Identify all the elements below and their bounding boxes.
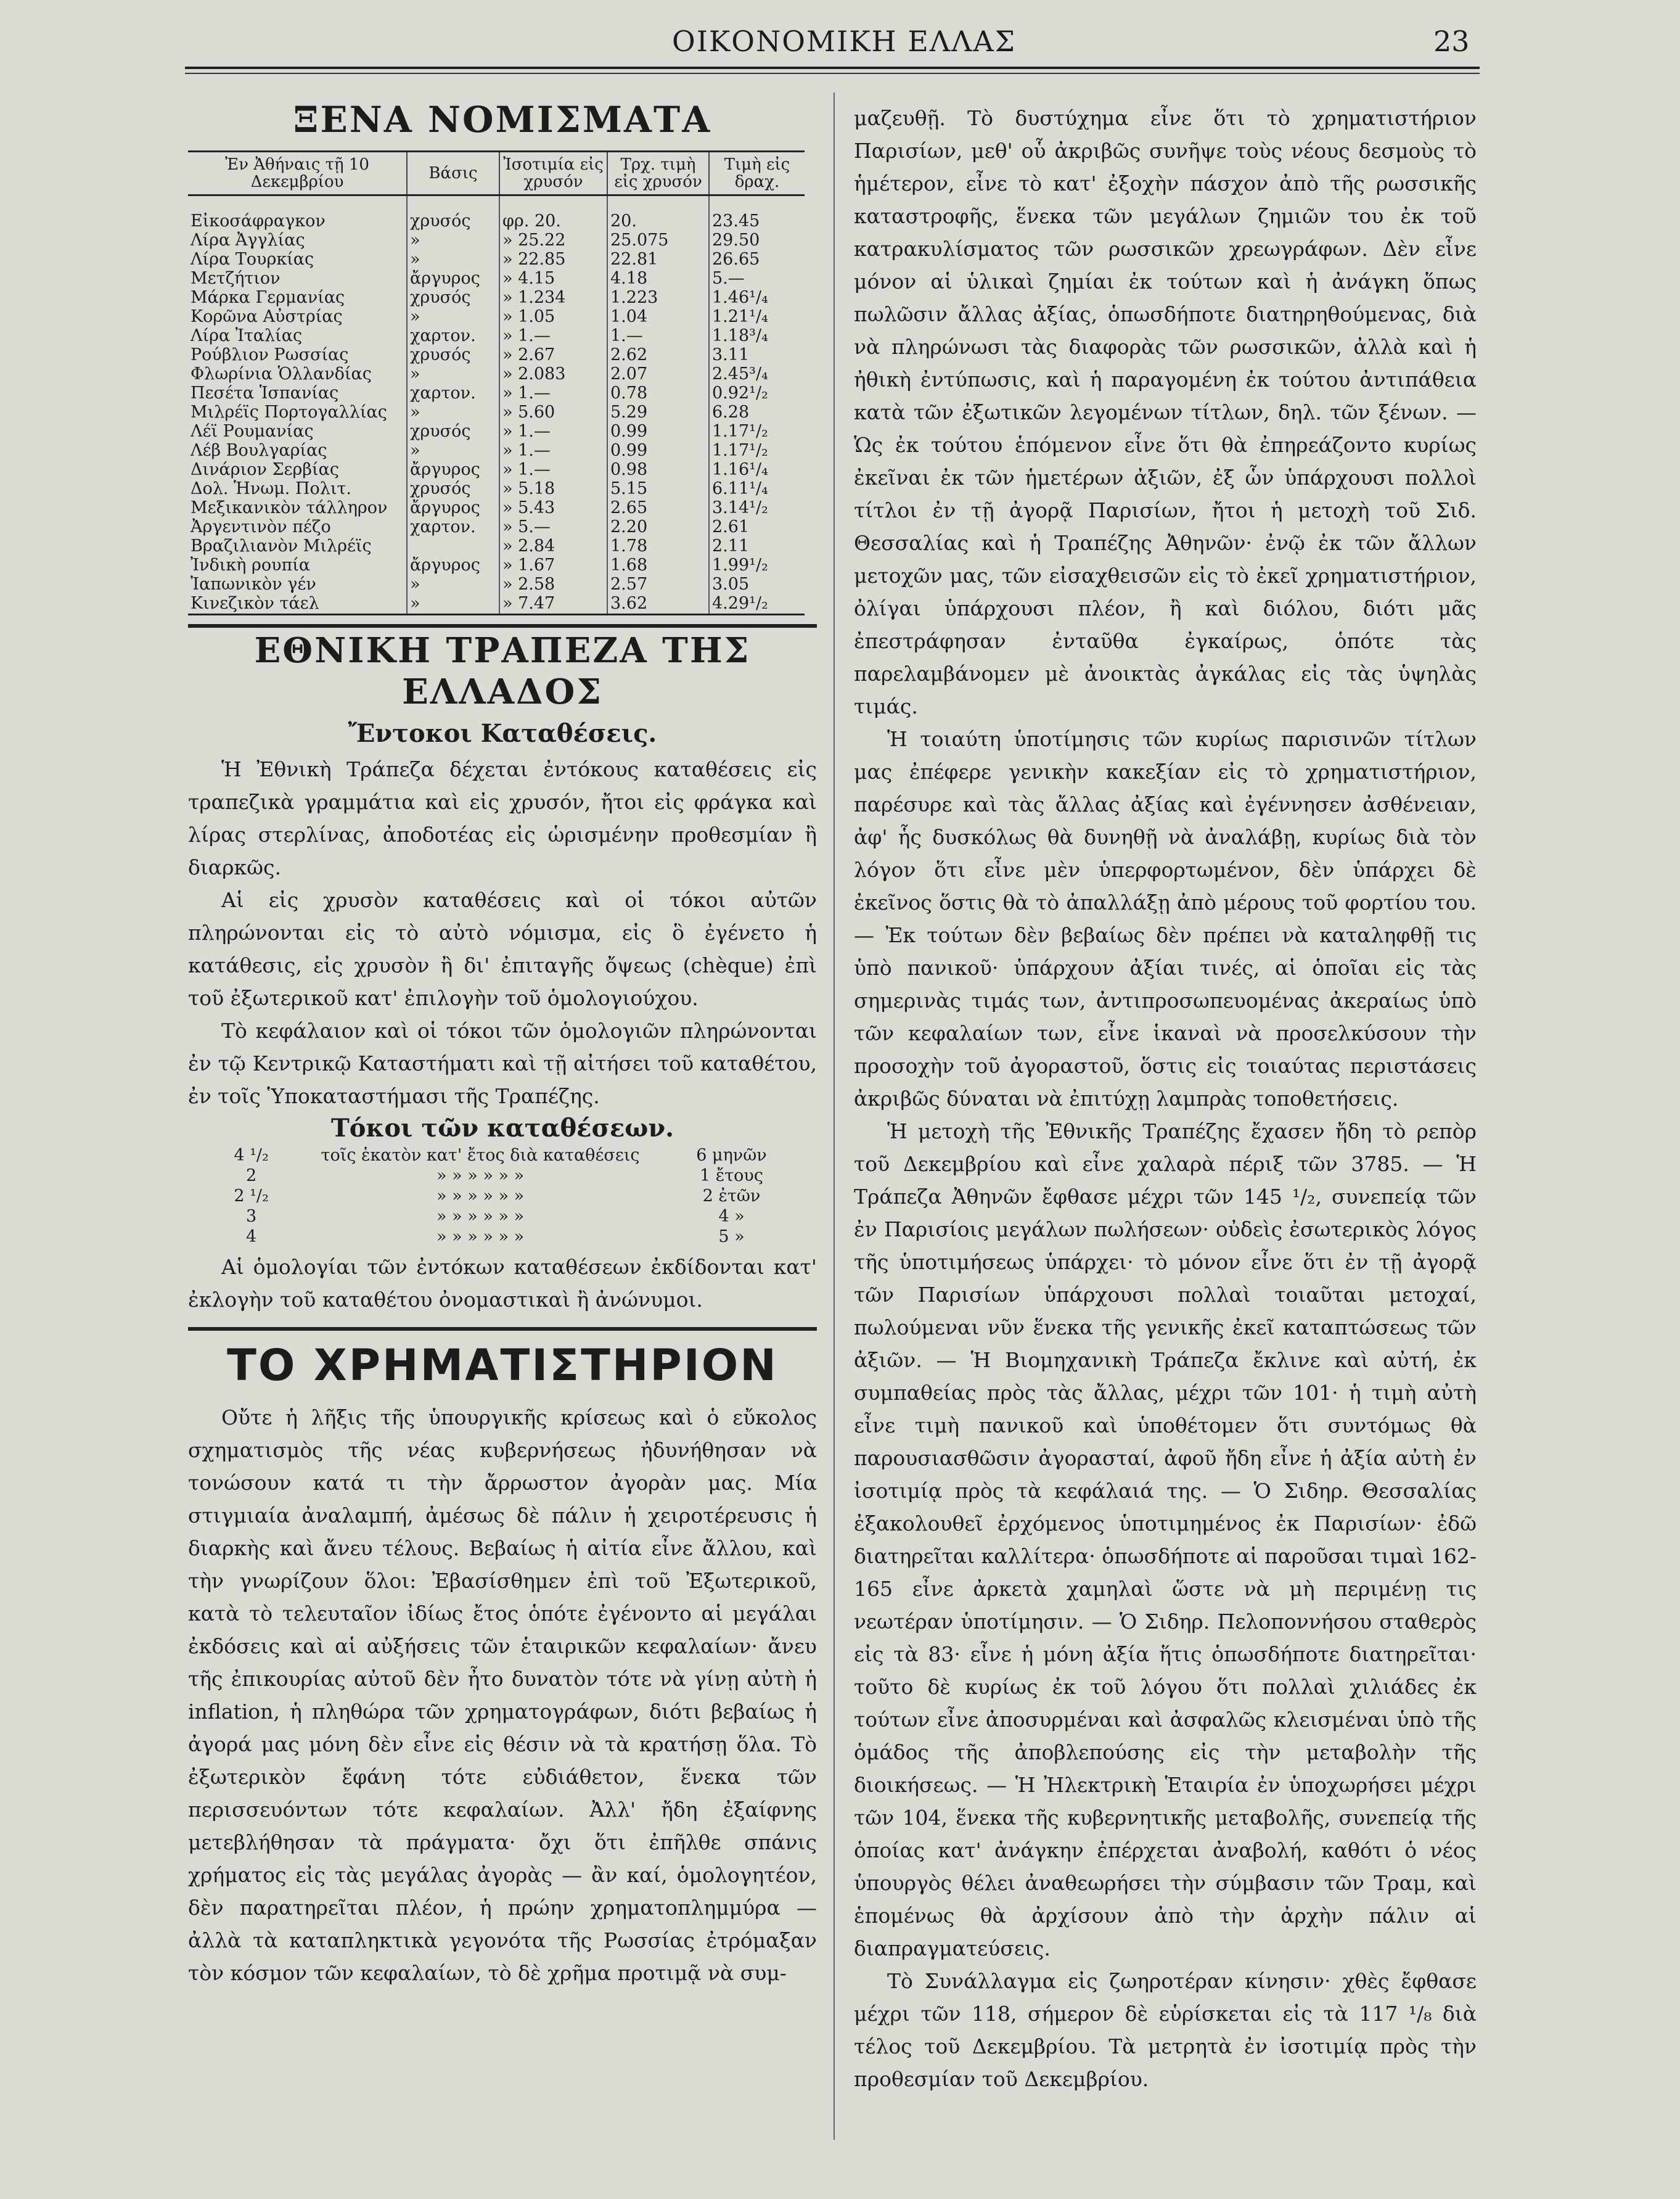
rate-period: 5 » [718, 1227, 745, 1246]
fx-gold-price: 1.68 [607, 556, 709, 575]
fx-drachma-price: 3.14¹/₂ [709, 499, 805, 518]
fx-body [188, 195, 805, 614]
fx-parity: » 1.— [499, 442, 607, 461]
fx-col-basis: Βάσις [407, 151, 499, 195]
fx-col-date: Ἐν Ἀθήναις τῇ 10 Δεκεμβρίου [225, 155, 369, 191]
fx-currency-name: Μετζήτιον [191, 269, 281, 289]
fx-drachma-price: 26.65 [709, 250, 805, 269]
rate-text: » » » » » » [436, 1186, 525, 1206]
fx-drachma-price: 2.45³/₄ [709, 365, 805, 384]
fx-gold-price: 25.075 [607, 231, 709, 250]
fx-currency-name: Λίρα Τουρκίας [191, 250, 314, 269]
fx-basis [407, 537, 499, 556]
fx-currency-name: Λίρα Ἀγγλίας [191, 231, 305, 250]
rates-table [225, 1145, 780, 1247]
fx-parity: » 1.05 [499, 308, 607, 327]
fx-currency-name: Πεσέτα Ἱσπανίας [191, 384, 339, 403]
exchange-paragraph: Οὔτε ἡ λῆξις τῆς ὑπουργικῆς κρίσεως καὶ ὁ εὔκολος σχηματισμὸς τῆς νέας κυβερνήσεως ἠδυνήθησαν νὰ τονώσουν κατά τι τὴν ἄρρωστον ἀγορὰν μας. Μία στιγμιαία ἀναλαμπή, ἀμέσως δὲ πάλιν ἡ χειροτέρευσις ἡ διαρκὴς καὶ ἄνευ τέλους. Βεβαίως ἡ αἰτία εἶνε ἄλλου, καὶ τὴν γνωρίζουν ὅλοι: Ἐβασίσθημεν ἐπὶ τοῦ Ἐξωτερικοῦ, κατὰ τὸ τελευταῖον ἰδίως ἔτος ὁπότε ἐγένοντο αἱ μεγάλαι ἐκδόσεις καὶ αἱ αὐξήσεις τῶν ἑταιρικῶν κεφαλαίων· ἄνευ τῆς ἐπικουρίας αὐτοῦ δὲν ἦτο δυνατὸν τότε νὰ γίνῃ αὐτὴ ἡ inflation, ἡ πληθώρα τῶν χρηματογράφων, διότι βεβαίως ἡ ἀγορά μας μόνη δὲν εἶνε εἰς θέσιν νὰ τὰ κρατήσῃ ὅλα. Τὸ ἐξωτερικὸν ἔφάνη τότε εὐδιάθετον, ἕνεκα τῶν περισσευόντων τότε κεφαλαίων. Ἀλλ' ἤδη ἐξαίφνης μετεβλήθησαν τὰ πράγματα· ὄχι ὅτι ἐπῆλθε σπάνις χρήματος εἰς τὰς μεγάλας ἀγορὰς — ἂν καί, ὁμολογητέον, δὲν παρατηρεῖται πλέον, ἡ πρώην χρηματοπλημμύρα — ἀλλὰ τὰ καταπληκτικὰ γεγονότα τῆς Ρωσσίας ἐτρόμαξαν τὸν κόσμον τῶν κεφαλαίων, τὸ δὲ χρῆμα προτιμᾷ νὰ συμ- [188, 1405, 817, 1986]
fx-drachma-price: 6.11¹/₄ [709, 480, 805, 499]
fx-basis: » [407, 575, 499, 594]
fx-drachma-price: 1.16¹/₄ [709, 461, 805, 480]
rate-period: 4 » [718, 1206, 745, 1226]
fx-drachma-price: 5.— [709, 269, 805, 289]
fx-row [188, 384, 805, 403]
fx-parity: » 2.67 [499, 346, 607, 365]
exchange-paragraph: Ἡ μετοχὴ τῆς Ἐθνικῆς Τραπέζης ἔχασεν ἤδη τὸ ρεπὸρ τοῦ Δεκεμβρίου καὶ εἶνε χαλαρὰ πέριξ τῶν 3785. — Ἡ Τράπεζα Ἀθηνῶν ἔφθασε μέχρι τῶν 145 ¹/₂, συνεπείᾳ τῶν ἐν Παρισίοις μεγάλων πωλήσεων· οὐδεὶς ἐσωτερικὸς λόγος τῆς ὑποτιμήσεως ὑπάρχει· τὸ μόνον εἶνε ὅτι ἐν τῇ ἀγορᾷ τῶν Παρισίων ὑπάρχουσι πολλαὶ τοιαῦται μετοχαί, πωλούμεναι νῦν ἕνεκα τῆς γενικῆς ἐκεῖ καταπτώσεως τῶν ἀξιῶν. — Ἡ Βιομηχανικὴ Τράπεζα ἔκλινε καὶ αὐτή, ἐκ συμπαθείας πρὸς τὰς ἄλλας, μέχρι τῶν 101· ἡ τιμὴ αὐτὴ εἶνε τιμὴ πανικοῦ καὶ ὑποθέτομεν ὅτι συντόμως θὰ παρουσιασθῶσιν ἀγορασταί, ἀφοῦ ἤδη εἶνε ἡ ἀξία αὐτὴ ἐν ἰσοτιμίᾳ πρὸς τὰ κεφάλαιά της. — Ὁ Σιδηρ. Θεσσαλίας ἐξακολουθεῖ ἐρχόμενος ὑποτιμημένος ἐκ Παρισίων· ἐδῶ διατηρεῖται καλλίτερα· ὁπωσδήποτε αἱ παροῦσαι τιμαὶ 162-165 εἶνε ἀρκετὰ χαμηλαὶ ὥστε νὰ μὴ περιμένῃ τις νεωτέραν ὑποτίμησιν. — Ὁ Σιδηρ. Πελοποννήσου σταθερὸς εἰς τὰ 83· εἶνε ἡ μόνη ἀξία ἥτις ὁπωσδήποτε διατηρεῖται· τοῦτο δὲ κυρίως ἐκ τοῦ λόγου ὅτι πολλαὶ χιλιάδες ἐκ τούτων εἶνε ἀποσυρμέναι καὶ ἀσφαλῶς κλεισμέναι ὑπὸ τῆς ὁμάδος τῆς ἀποβλεπούσης εἰς τὴν μεταβολὴν τῆς διοικήσεως. — Ἡ Ἠλεκτρικὴ Ἑταιρία ἐν ὑποχωρήσει μέχρι τῶν 104, ἕνεκα τῆς κυβερνητικῆς μεταβολῆς, συνεπείᾳ τῆς ὁποίας κατ' ἀνάγκην ἐπέρχεται ἀναβολή, καθότι ὁ νέος ὑπουργὸς θέλει ἀναθεωρήσει τὴν σύμβασιν τῶν Τραμ, καὶ ἑπομένως θὰ ἀρχίσουν ἀπὸ τὴν ἀρχὴν πάλιν αἱ διαπραγματεύσεις. [854, 1119, 1477, 1960]
exchange-paragraph: Ἡ τοιαύτη ὑποτίμησις τῶν κυρίως παρισινῶν τίτλων μας ἐπέφερε γενικὴν κακεξίαν εἰς τὸ χρηματιστήριον, παρέσυρε καὶ τὰς ἄλλας ἀξίας καὶ ἐγέννησεν ἀσθένειαν, ἀφ' ἧς δυσκόλως θὰ δυνηθῇ νὰ ἀναλάβῃ, κυρίως διὰ τὸν λόγον ὅτι εἶνε μὲν ὑπερφορτωμένον, δὲν ὑπάρχει δὲ ἐκεῖνος ὅστις θὰ τὸ ἀπαλλάξῃ ἀπὸ μέρους τοῦ φορτίου του. — Ἐκ τούτων δὲν βεβαίως δὲν πρέπει νὰ καταληφθῇ τις ὑπὸ πανικοῦ· ὑπάρχουν ἀξίαι τινές, αἱ ὁποῖαι εἰς τὰς σημερινὰς τιμάς των, ἀντιπροσωπευομένας ἀκεραίως ὑπὸ τῶν κεφαλαίων των, εἶνε ἱκαναὶ νὰ προσελκύσουν τὴν προσοχὴν τοῦ ἀγοραστοῦ, ὅστις εἰς τοιαύτας περιστάσεις ἀκριβῶς δύναται νὰ ἐπιτύχῃ λαμπρὰς τοποθετήσεις. [854, 727, 1477, 1111]
bank-heading: ΕΘΝΙΚΗ ΤΡΑΠΕΖΑ ΤΗΣ ΕΛΛΑΔΟΣ [254, 630, 751, 712]
running-title: ΟΙΚΟΝΟΜΙΚΗ ΕΛΛΑΣ [672, 25, 1017, 58]
rates-heading: Τόκοι τῶν καταθέσεων. [330, 1113, 674, 1143]
fx-parity: » 2.58 [499, 575, 607, 594]
fx-row [188, 250, 805, 269]
fx-parity: » 5.18 [499, 480, 607, 499]
fx-row [188, 480, 805, 499]
fx-basis: χρυσός [407, 195, 499, 231]
fx-drachma-price: 23.45 [709, 195, 805, 231]
fx-currency-name: Λέβ Βουλγαρίας [191, 441, 327, 461]
fx-heading: ΞΕΝΑ ΝΟΜΙΣΜΑΤΑ [293, 99, 712, 141]
fx-gold-price: 0.78 [607, 384, 709, 403]
fx-drachma-price: 1.17¹/₂ [709, 442, 805, 461]
fx-currency-name: Μεξικανικὸν τάλληρον [191, 498, 388, 518]
rate-value: 4 [246, 1227, 257, 1246]
fx-currency-name: Κορῶνα Αὐστρίας [191, 307, 343, 327]
fx-basis: χαρτον. [407, 384, 499, 403]
fx-basis: χαρτον. [407, 327, 499, 346]
fx-parity: » 1.234 [499, 289, 607, 308]
fx-gold-price: 22.81 [607, 250, 709, 269]
exchange-paragraph: Τὸ Συνάλλαγμα εἰς ζωηροτέραν κίνησιν· χθὲς ἔφθασε μέχρι τῶν 118, σήμερον δὲ εὑρίσκεται εἰς τὰ 117 ¹/₈ διὰ τέλος τοῦ Δεκεμβρίου. Τὰ μετρητὰ ἐν ἰσοτιμίᾳ πρὸς τὴν προθεσμίαν τοῦ Δεκεμβρίου. [854, 1969, 1477, 2091]
rate-value: 3 [246, 1206, 257, 1226]
fx-currency-name: Ἰνδικὴ ρουπία [191, 556, 311, 575]
rate-row [225, 1145, 780, 1165]
fx-drachma-price: 2.61 [709, 518, 805, 537]
fx-parity: » 2.083 [499, 365, 607, 384]
fx-drachma-price: 2.11 [709, 537, 805, 556]
fx-basis: χαρτον. [407, 518, 499, 537]
fx-row [188, 269, 805, 289]
fx-parity: φρ. 20. [499, 195, 607, 231]
header-rule [185, 67, 1480, 69]
fx-gold-price: 4.18 [607, 269, 709, 289]
right-column [854, 102, 1477, 2095]
fx-row [188, 422, 805, 442]
fx-row [188, 499, 805, 518]
fx-basis: χρυσός [407, 480, 499, 499]
fx-basis: χρυσός [407, 346, 499, 365]
fx-drachma-price: 1.46¹/₄ [709, 289, 805, 308]
fx-row [188, 575, 805, 594]
fx-basis: » [407, 594, 499, 615]
fx-basis: » [407, 442, 499, 461]
fx-currency-name: Εἰκοσάφραγκον [191, 212, 326, 231]
fx-header-row [188, 151, 805, 195]
rate-period: 1 ἔτους [699, 1165, 763, 1185]
fx-parity: » 22.85 [499, 250, 607, 269]
fx-basis: ἄργυρος [407, 461, 499, 480]
fx-basis: χρυσός [407, 422, 499, 442]
fx-basis: » [407, 308, 499, 327]
fx-currency-name: Λέϊ Ρουμανίας [191, 422, 314, 442]
fx-gold-price: 2.62 [607, 346, 709, 365]
fx-row [188, 537, 805, 556]
rate-row [225, 1227, 780, 1247]
fx-currency-name: Ρούβλιον Ρωσσίας [191, 345, 349, 365]
fx-col-gold-price: Τρχ. τιμὴ εἰς χρυσόν [607, 151, 709, 195]
fx-row [188, 594, 805, 615]
fx-drachma-price: 1.18³/₄ [709, 327, 805, 346]
fx-currency-name: Λίρα Ἰταλίας [191, 326, 303, 346]
page-number: 23 [1433, 25, 1470, 58]
header-rule-thin [185, 73, 1480, 74]
rate-text: » » » » » » [436, 1165, 525, 1185]
fx-gold-price: 2.07 [607, 365, 709, 384]
bank-closing: Αἱ ὁμολογίαι τῶν ἐντόκων καταθέσεων ἐκδίδονται κατ' ἐκλογὴν τοῦ καταθέτου ὀνομαστικαὶ ἢ ἀνώνυμοι. [188, 1254, 817, 1312]
fx-basis: » [407, 231, 499, 250]
fx-gold-price: 3.62 [607, 594, 709, 615]
fx-gold-price: 1.04 [607, 308, 709, 327]
fx-row [188, 556, 805, 575]
fx-basis: ἄργυρος [407, 499, 499, 518]
fx-drachma-price: 3.11 [709, 346, 805, 365]
fx-row [188, 403, 805, 422]
fx-drachma-price: 1.17¹/₂ [709, 422, 805, 442]
fx-parity: » 1.67 [499, 556, 607, 575]
fx-currency-name: Φλωρίνια Ὁλλανδίας [191, 364, 372, 384]
fx-gold-price: 0.99 [607, 442, 709, 461]
fx-parity: » 1.— [499, 422, 607, 442]
fx-currency-name: Δολ. Ἡνωμ. Πολιτ. [191, 479, 351, 499]
fx-parity: » 5.43 [499, 499, 607, 518]
fx-parity: » 1.— [499, 327, 607, 346]
rate-row [225, 1186, 780, 1206]
left-column [188, 86, 817, 1989]
fx-basis: » [407, 250, 499, 269]
bank-paragraph: Τὸ κεφάλαιον καὶ οἱ τόκοι τῶν ὁμολογιῶν πληρώνονται ἐν τῷ Κεντρικῷ Καταστήματι καὶ τῇ αἰτήσει τοῦ καταθέτου, ἐν τοῖς Ὑποκαταστήμασι τῆς Τραπέζης. [188, 1018, 817, 1108]
fx-currency-name: Ἀργεντινὸν πέζο [191, 517, 331, 537]
fx-drachma-price: 1.99¹/₂ [709, 556, 805, 575]
fx-gold-price: 1.223 [607, 289, 709, 308]
rate-text: » » » » » » [436, 1227, 525, 1246]
fx-gold-price: 5.15 [607, 480, 709, 499]
fx-row [188, 231, 805, 250]
column-divider [834, 92, 835, 2140]
rate-row [225, 1206, 780, 1227]
bank-paragraph: Αἱ εἰς χρυσὸν καταθέσεις καὶ οἱ τόκοι αὐτῶν πληρώνονται εἰς τὸ αὐτὸ νόμισμα, εἰς ὃ ἐγένετο ἡ κατάθεσις, εἰς χρυσὸν ἢ δι' ἐπιταγῆς ὄψεως (chèque) ἐπὶ τοῦ ἐξωτερικοῦ κατ' ἐπιλογὴν τοῦ ὁμολογιούχου. [188, 887, 817, 1010]
fx-parity: » 4.15 [499, 269, 607, 289]
fx-row [188, 461, 805, 480]
fx-row [188, 518, 805, 537]
bank-subheading: Ἔντοκοι Καταθέσεις. [348, 718, 657, 748]
fx-currency-name: Βραζιλιανὸν Μιλρέϊς [191, 536, 372, 556]
rate-row [225, 1165, 780, 1186]
fx-drachma-price: 6.28 [709, 403, 805, 422]
fx-basis: ἄργυρος [407, 269, 499, 289]
fx-drachma-price: 0.92¹/₂ [709, 384, 805, 403]
fx-currency-name: Κινεζικὸν τάελ [191, 594, 319, 614]
fx-parity: » 2.84 [499, 537, 607, 556]
fx-currency-name: Μιλρέϊς Πορτογαλλίας [191, 403, 387, 422]
fx-parity: » 5.60 [499, 403, 607, 422]
fx-gold-price: 2.65 [607, 499, 709, 518]
fx-gold-price: 2.57 [607, 575, 709, 594]
fx-basis: » [407, 365, 499, 384]
fx-gold-price: 5.29 [607, 403, 709, 422]
fx-gold-price: 1.78 [607, 537, 709, 556]
fx-gold-price: 20. [607, 195, 709, 231]
fx-row [188, 195, 805, 231]
section-rule [188, 1327, 817, 1331]
fx-drachma-price: 3.05 [709, 575, 805, 594]
rate-value: 2 ¹/₂ [234, 1186, 269, 1206]
fx-gold-price: 1.— [607, 327, 709, 346]
fx-drachma-price: 29.50 [709, 231, 805, 250]
fx-row [188, 327, 805, 346]
fx-parity: » 25.22 [499, 231, 607, 250]
rate-text: τοῖς ἑκατὸν κατ' ἔτος διὰ καταθέσεις [321, 1145, 640, 1165]
fx-parity: » 1.— [499, 384, 607, 403]
fx-col-parity: Ἰσοτιμία εἰς χρυσόν [499, 151, 607, 195]
fx-basis: χρυσός [407, 289, 499, 308]
fx-gold-price: 0.98 [607, 461, 709, 480]
fx-row [188, 289, 805, 308]
fx-currency-name: Ἰαπωνικὸν γέν [191, 575, 316, 594]
fx-row [188, 365, 805, 384]
fx-parity: » 5.— [499, 518, 607, 537]
fx-row [188, 442, 805, 461]
fx-parity: » 7.47 [499, 594, 607, 615]
rate-value: 4 ¹/₂ [234, 1145, 269, 1165]
fx-gold-price: 0.99 [607, 422, 709, 442]
fx-row [188, 346, 805, 365]
rate-period: 6 μηνῶν [696, 1145, 767, 1165]
rate-period: 2 ἐτῶν [702, 1186, 761, 1206]
fx-currency-name: Μάρκα Γερμανίας [191, 288, 345, 308]
fx-currency-name: Δινάριον Σερβίας [191, 460, 339, 480]
fx-parity: » 1.— [499, 461, 607, 480]
bank-paragraph: Ἡ Ἐθνικὴ Τράπεζα δέχεται ἐντόκους καταθέσεις εἰς τραπεζικὰ γραμμάτια καὶ εἰς χρυσόν, ἤτοι εἰς φράγκα καὶ λίρας στερλίνας, ἀποδοτέας εἰς ὡρισμένην προθεσμίαν ἢ διαρκῶς. [188, 757, 817, 879]
fx-col-drachma-price: Τιμὴ εἰς δραχ. [709, 151, 805, 195]
exchange-paragraph: μαζευθῇ. Τὸ δυστύχημα εἶνε ὅτι τὸ χρηματιστήριον Παρισίων, μεθ' οὗ ἀκριβῶς συνῆψε τοὺς νέους δεσμοὺς τὸ ἡμέτερον, εἶνε τὸ κατ' ἐξοχὴν πάσχον ἀπὸ τῆς ρωσσικῆς καταστροφῆς, ἕνεκα τῶν μεγάλων ζημιῶν του ἐκ τοῦ κατρακυλίσματος τῶν ρωσσικῶν χρεωγράφων. Δὲν εἶνε μόνον αἱ ὑλικαὶ ζημίαι ἐκ τούτων καὶ ἡ ἀνάγκη ὅπως πωλῶσιν ἄλλας ἀξίας, ὁπωσδήποτε διατηρηθούμενας, διὰ νὰ πληρώνωσι τὰς διαφορὰς τῶν ρωσσικῶν, ἀλλὰ καὶ ἡ ἠθικὴ ἐντύπωσις, καὶ ἡ παραγομένη ἐκ τούτου ἀντιπάθεια κατὰ τῶν ἐξωτικῶν λεγομένων τίτλων, δηλ. τῶν ξένων. — Ὡς ἐκ τούτου ἑπόμενον εἶνε ὅτι θὰ ἐπηρεάζοντο κυρίως ἐκεῖναι ἐκ τῶν ἡμετέρων ἀξιῶν, ἐξ ὧν ὑπάρχουσι πολλοὶ τίτλοι ἐν τῇ ἀγορᾷ Παρισίων, ἤτοι ἡ μετοχὴ τοῦ Σιδ. Θεσσαλίας καὶ ἡ Τραπέζης Ἀθηνῶν· ἐνῷ ἐκ τῶν ἄλλων μετοχῶν μας, τῶν εἰσαχθεισῶν εἰς τὸ ἐκεῖ χρηματιστήριον, ὀλίγαι ὑπάρχουσι πλέον, ἢ καὶ διόλου, διότι μᾶς ἐπεστράφησαν ἐνταῦθα ἐγκαίρως, ὁπότε τὰς παρελαμβάνομεν μὲ ἀνοικτὰς ἀγκάλας εἰς τὰς ὑψηλὰς τιμάς. [854, 106, 1477, 718]
running-head [0, 18, 1680, 62]
fx-basis: » [407, 403, 499, 422]
exchange-heading: ΤΟ ΧΡΗΜΑΤΙΣΤΗΡΙΟΝ [227, 1339, 778, 1391]
fx-gold-price: 2.20 [607, 518, 709, 537]
fx-row [188, 308, 805, 327]
section-rule [188, 624, 817, 628]
fx-drachma-price: 1.21¹/₄ [709, 308, 805, 327]
fx-drachma-price: 4.29¹/₂ [709, 594, 805, 615]
fx-table [188, 150, 805, 615]
fx-basis: ἄργυρος [407, 556, 499, 575]
rate-value: 2 [246, 1165, 257, 1185]
rate-text: » » » » » » [436, 1206, 525, 1226]
